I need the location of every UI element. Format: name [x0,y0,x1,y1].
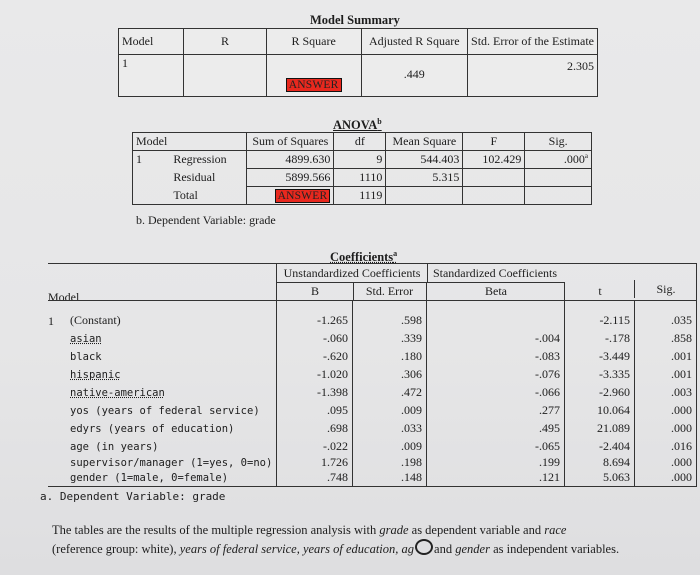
coef-beta: -.083 [535,349,560,363]
coef-b: -.022 [323,439,348,453]
ms-adj-value: .449 [403,67,425,81]
ms-cell-r-square [266,55,361,97]
anova-row [133,151,592,169]
caption-gender: gender [455,542,490,556]
anova-sig [525,151,592,169]
coef-beta: -.065 [535,439,560,453]
coef-label: asian [70,333,102,345]
table-row [48,455,696,471]
caption [52,521,692,558]
anova-table [132,132,592,205]
coef-se: .009 [401,439,422,453]
coef-title-text: Coefficients [330,250,394,265]
coef-header-sig: Sig. [634,280,697,298]
ms-cell-adj-r-square [361,55,467,97]
coef-model-num: 1 [48,314,54,328]
anova-df: 9 [334,151,386,169]
coef-label: edyrs (years of education) [70,423,235,435]
coef-t: 5.063 [603,470,630,484]
table-row [48,313,696,329]
coef-beta: .277 [539,403,560,417]
coef-se: .598 [401,313,422,327]
coef-group-unstd: Unstandardized Coefficients [276,264,428,283]
coef-header-divider [48,300,696,301]
table-row [48,385,696,401]
anova-f [463,169,525,187]
anova-model-num: 1 [133,151,171,169]
answer-badge: ANSWER [286,78,342,92]
coef-beta: .495 [539,421,560,435]
coef-beta: -.066 [535,385,560,399]
cursor-circle-icon [415,539,433,555]
anova-ms: 5.315 [386,169,463,187]
coef-t: -2.404 [599,439,630,453]
anova-sig-sup: a [584,152,588,160]
coef-se: .180 [401,349,422,363]
ms-cell-std-error: 2.305 [468,55,598,97]
table-row [48,349,696,365]
coef-header-b: B [276,282,354,300]
anova-f: 102.429 [463,151,525,169]
coef-se: .033 [401,421,422,435]
ms-cell-model: 1 [119,55,184,97]
coef-label: native-american [70,387,165,399]
coef-label: hispanic [70,369,121,381]
coef-se: .009 [401,403,422,417]
coef-se: .339 [401,331,422,345]
coef-sig: .035 [671,313,692,327]
ms-header-model: Model [119,29,184,55]
anova-header-sig: Sig. [525,133,592,151]
coef-t: -.178 [605,331,630,345]
anova-header-ss: Sum of Squares [247,133,334,151]
coef-b: -1.020 [317,367,348,381]
coef-label: gender (1=male, 0=female) [70,472,229,484]
caption-text: and [434,542,456,556]
coef-se: .306 [401,367,422,381]
anova-row-label: Residual [170,169,247,187]
anova-blank-cell [133,169,171,187]
coef-t: 8.694 [603,455,630,469]
model-summary-table [118,28,598,97]
anova-row-label: Regression [170,151,247,169]
coef-header-se: Std. Error [365,284,414,298]
anova-title [333,117,382,133]
anova-df: 1119 [334,187,386,205]
caption-grade: grade [379,523,409,537]
coef-b: -.060 [323,331,348,345]
table-row [48,331,696,347]
coef-t: -3.449 [599,349,630,363]
ms-header-std-error: Std. Error of the Estimate [468,29,598,55]
coef-label: supervisor/manager (1=yes, 0=no) [70,457,273,469]
anova-row-label: Total [170,187,247,205]
coef-sig: .001 [671,349,692,363]
table-row [48,470,696,486]
ms-header-r-square: R Square [266,29,361,55]
caption-italic-vars: years of federal service, years of education, ag [179,542,415,556]
coef-t: 10.064 [597,403,630,417]
coef-se: .472 [401,385,422,399]
anova-footnote: b. Dependent Variable: grade [136,213,276,227]
anova-row [133,169,592,187]
anova-header-model: Model [133,133,171,151]
anova-f [463,187,525,205]
coef-b: -.620 [323,349,348,363]
anova-df: 1110 [334,169,386,187]
coef-b: .748 [327,470,348,484]
coef-beta: -.004 [535,331,560,345]
anova-sig [525,169,592,187]
coefficients-table [48,263,697,487]
coef-label: yos (years of federal service) [70,405,260,417]
coef-label: (Constant) [70,313,121,327]
anova-ss [247,187,334,205]
coef-t: -2.115 [599,313,630,327]
table-row [48,367,696,383]
caption-text: as dependent variable and [408,523,545,537]
coef-se: .148 [401,470,422,484]
coef-sig: .003 [671,385,692,399]
answer-badge: ANSWER [275,189,331,203]
caption-race: race [544,523,567,537]
anova-blank-cell [133,187,171,205]
coef-b: -1.398 [317,385,348,399]
ms-cell-r [184,55,267,97]
anova-ss: 5899.566 [247,169,334,187]
model-summary-title: Model Summary [310,13,400,27]
table-row [48,439,696,455]
coef-t: -3.335 [599,367,630,381]
anova-ss: 4899.630 [247,151,334,169]
coef-footnote: a. Dependent Variable: grade [40,490,226,503]
anova-ms [386,187,463,205]
coef-sig: .016 [671,439,692,453]
coef-title-sup: a [393,249,398,258]
coef-sig: .000 [671,403,692,417]
anova-header-ms: Mean Square [386,133,463,151]
anova-row [133,187,592,205]
anova-sig [525,187,592,205]
anova-sig-value: .000 [563,152,585,166]
coef-beta: -.076 [535,367,560,381]
coef-b: -1.265 [317,313,348,327]
coef-label: age (in years) [70,441,159,453]
coef-b: 1.726 [321,455,348,469]
coef-sig: .000 [671,470,692,484]
coef-b: .698 [327,421,348,435]
coef-header-beta: Beta [426,282,565,300]
anova-header-blank [170,133,247,151]
coef-beta: .199 [539,455,560,469]
coef-label: black [70,351,102,363]
caption-text: The tables are the results of the multiple regression analysis with [52,523,380,537]
anova-header-f: F [463,133,525,151]
coef-sig: .001 [671,367,692,381]
coef-b: .095 [327,403,348,417]
coef-group-std: Standardized Coefficients [426,264,564,283]
anova-title-sup: b [377,117,382,126]
coef-t: -2.960 [599,385,630,399]
coef-sig: .000 [671,455,692,469]
anova-header-df: df [334,133,386,151]
coef-sig: .000 [671,421,692,435]
anova-ms: 544.403 [386,151,463,169]
anova-title-text: ANOVA [333,118,378,133]
coef-header-model: Model [48,290,80,304]
table-row [48,403,696,419]
coef-beta: .121 [539,470,560,484]
table-row [48,421,696,437]
coef-header-t: t [564,282,635,300]
ms-header-adj-r-square: Adjusted R Square [361,29,467,55]
coef-se: .198 [401,455,422,469]
caption-text: (reference group: white), [52,542,180,556]
coef-sig: .858 [671,331,692,345]
caption-text: as independent variables. [489,542,620,556]
ms-header-r: R [184,29,267,55]
coef-t: 21.089 [597,421,630,435]
